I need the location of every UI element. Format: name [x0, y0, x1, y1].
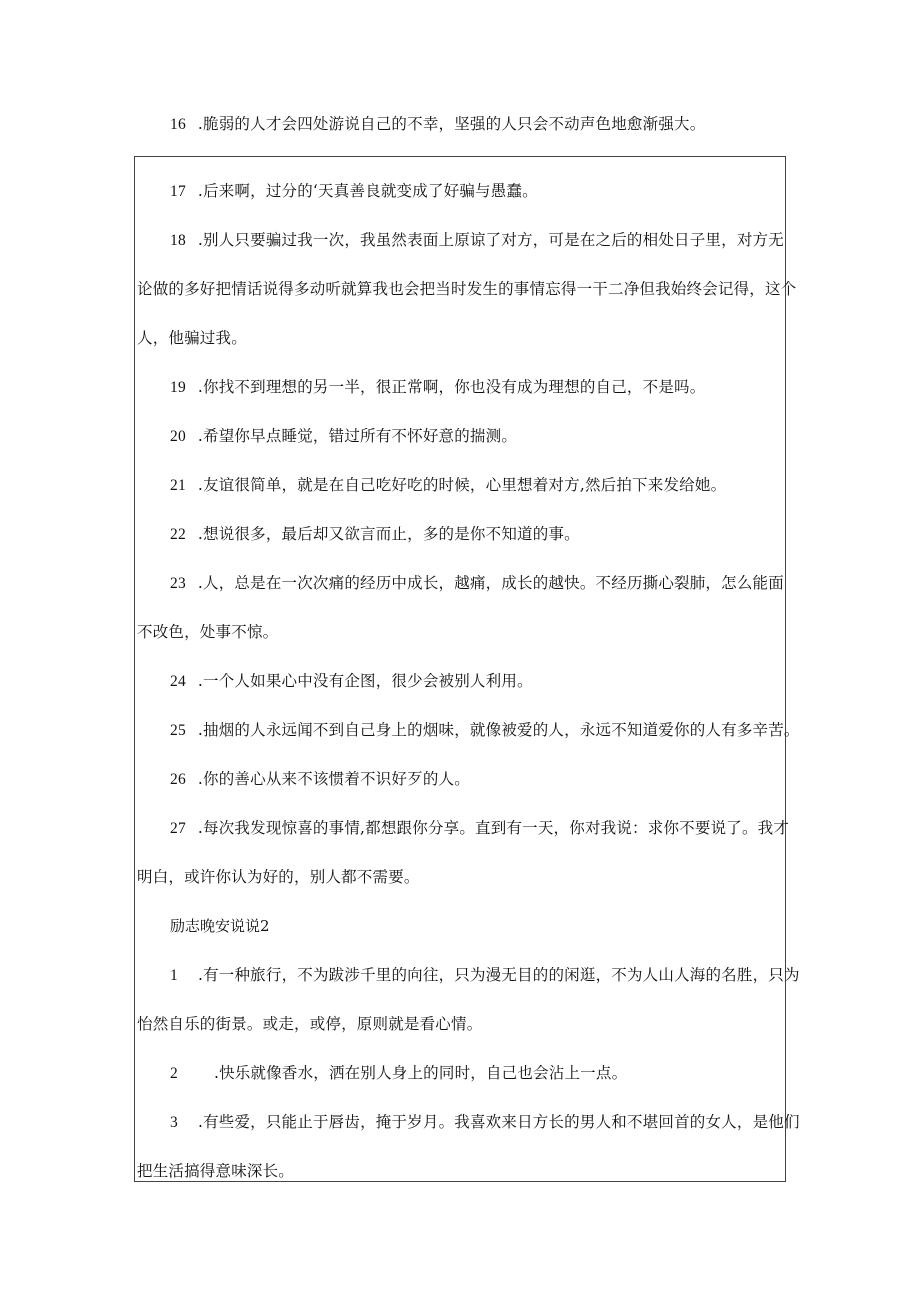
list-item-s2-3 — [170, 1112, 800, 1133]
list-item-18-cont-2: 人，他骗过我。 — [137, 329, 247, 347]
item-number: 23 — [170, 575, 186, 592]
list-item-s2-3-cont-1: 把生活搞得意味深长。 — [137, 1162, 295, 1180]
list-item-22 — [170, 524, 580, 545]
item-number: 16 — [170, 116, 186, 133]
item-text: .快乐就像香水，洒在别人身上的同时，自己也会沾上一点。 — [213, 1064, 628, 1082]
list-item-18 — [170, 230, 784, 251]
item-text: .抽烟的人永远闻不到自己身上的烟味，就像被爱的人，永远不知道爱你的人有多辛苦。 — [197, 721, 800, 739]
list-item-24 — [170, 671, 533, 692]
item-text: .你的善心从来不该惯着不识好歹的人。 — [197, 770, 470, 788]
item-text: .有一种旅行，不为跋涉千里的向往，只为漫无目的的闲逛，不为人山人海的名胜，只为 — [197, 966, 800, 984]
list-item-23-cont-1: 不改色，处事不惊。 — [137, 623, 279, 641]
item-text: .后来啊，过分的‘天真善良就变成了好骗与愚蠢。 — [197, 182, 538, 200]
list-item-s2-1 — [170, 965, 800, 986]
item-text: .脆弱的人才会四处游说自己的不幸，坚强的人只会不动声色地愈渐强大。 — [197, 115, 706, 133]
item-number: 3 — [170, 1114, 178, 1131]
item-number: 2 — [170, 1065, 178, 1082]
item-number: 1 — [170, 967, 178, 984]
list-item-16 — [170, 114, 705, 135]
item-text: .有些爱，只能止于唇齿，掩于岁月。我喜欢来日方长的男人和不堪回首的女人，是他们 — [197, 1113, 800, 1131]
item-text: .别人只要骗过我一次，我虽然表面上原谅了对方，可是在之后的相处日子里，对方无 — [197, 231, 784, 249]
item-text: .你找不到理想的另一半，很正常啊，你也没有成为理想的自己，不是吗。 — [197, 378, 706, 396]
item-number: 19 — [170, 379, 186, 396]
list-item-20 — [170, 426, 517, 447]
list-item-21 — [170, 475, 726, 496]
item-text: .希望你早点睡觉，错过所有不怀好意的揣测。 — [197, 427, 518, 445]
list-item-s2-2 — [170, 1063, 627, 1084]
section-heading: 励志晚安说说2 — [170, 917, 270, 935]
item-text: .每次我发现惊喜的事情,都想跟你分享。直到有一天，你对我说：求你不要说了。我才 — [197, 819, 790, 837]
list-item-s2-1-cont-1: 怡然自乐的街景。或走，或停，原则就是看心情。 — [137, 1015, 483, 1033]
item-number: 17 — [170, 183, 186, 200]
list-item-27 — [170, 818, 789, 839]
item-number: 25 — [170, 722, 186, 739]
item-number: 24 — [170, 673, 186, 690]
list-item-25 — [170, 720, 800, 741]
list-item-23 — [170, 573, 784, 594]
item-text: .友谊很简单，就是在自己吃好吃的时候，心里想着对方,然后拍下来发给她。 — [197, 476, 727, 494]
list-item-19 — [170, 377, 705, 398]
list-item-26 — [170, 769, 470, 790]
list-item-18-cont-1: 论做的多好把情话说得多动听就算我也会把当时发生的事情忘得一干二净但我始终会记得，这个 — [137, 280, 797, 298]
item-text: .一个人如果心中没有企图，很少会被别人利用。 — [197, 672, 533, 690]
list-item-27-cont-1: 明白，或许你认为好的，别人都不需要。 — [137, 868, 420, 886]
item-number: 22 — [170, 526, 186, 543]
item-number: 18 — [170, 232, 186, 249]
item-text: .人，总是在一次次痛的经历中成长，越痛，成长的越快。不经历撕心裂肺，怎么能面 — [197, 574, 784, 592]
item-number: 26 — [170, 771, 186, 788]
list-item-17 — [170, 181, 538, 202]
item-number: 21 — [170, 477, 186, 494]
item-number: 20 — [170, 428, 186, 445]
item-number: 27 — [170, 820, 186, 837]
item-text: .想说很多，最后却又欲言而止，多的是你不知道的事。 — [197, 525, 580, 543]
